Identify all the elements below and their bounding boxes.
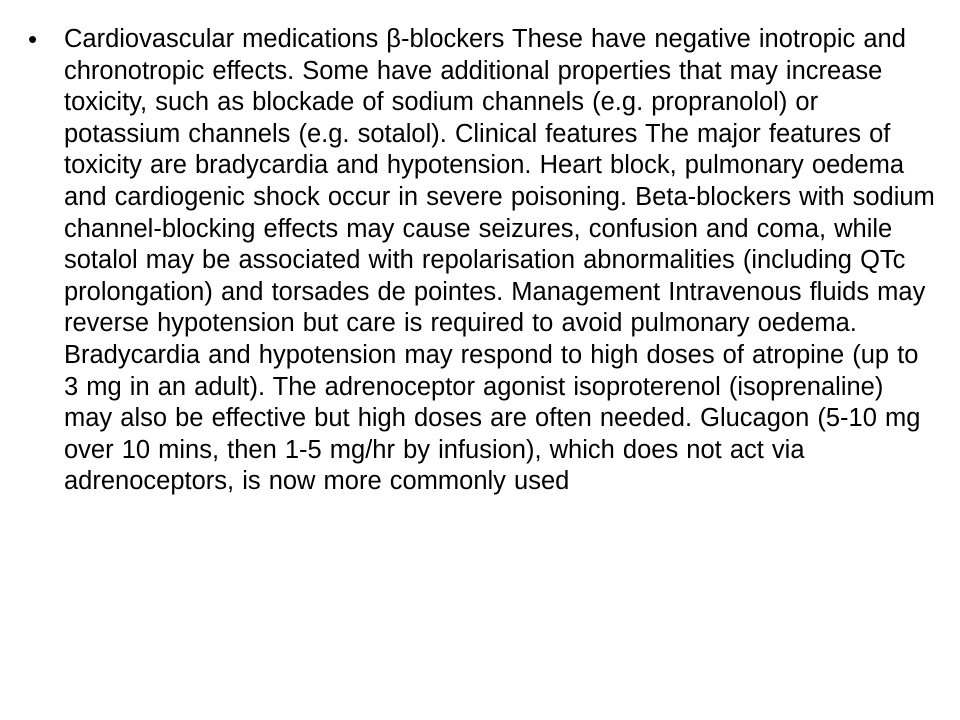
bullet-text: Cardiovascular medications β-blockers These have negative inotropic and chronotropic effects. Some have additional properties that may increase toxicity, such as blockade of sodium channels (e.g. propranolol) or potassium channels (e.g. sotalol). Clinical features The major features of toxicity are bradycardia and hypotension. Heart block, pulmonary oedema and cardiogenic shock occur in severe poisoning. Beta-blockers with sodium channel-blocking effects may cause seizures, confusion and coma, while sotalol may be associated with repolarisation abnormalities (including QTc prolongation) and torsades de pointes. Management Intravenous fluids may reverse hypotension but care is required to avoid pulmonary oedema. Bradycardia and hypotension may respond to high doses of atropine (up to 3 mg in an adult). The adrenoceptor agonist isoproterenol (isoprenaline) may also be effective but high doses are often needed. Glucagon (5-10 mg over 10 mins, then 1-5 mg/hr by infusion), which does not act via adrenoceptors, is now more commonly used bbox=[64, 25, 935, 496]
bullet-icon: • bbox=[28, 24, 38, 54]
bullet-item bbox=[28, 24, 938, 498]
